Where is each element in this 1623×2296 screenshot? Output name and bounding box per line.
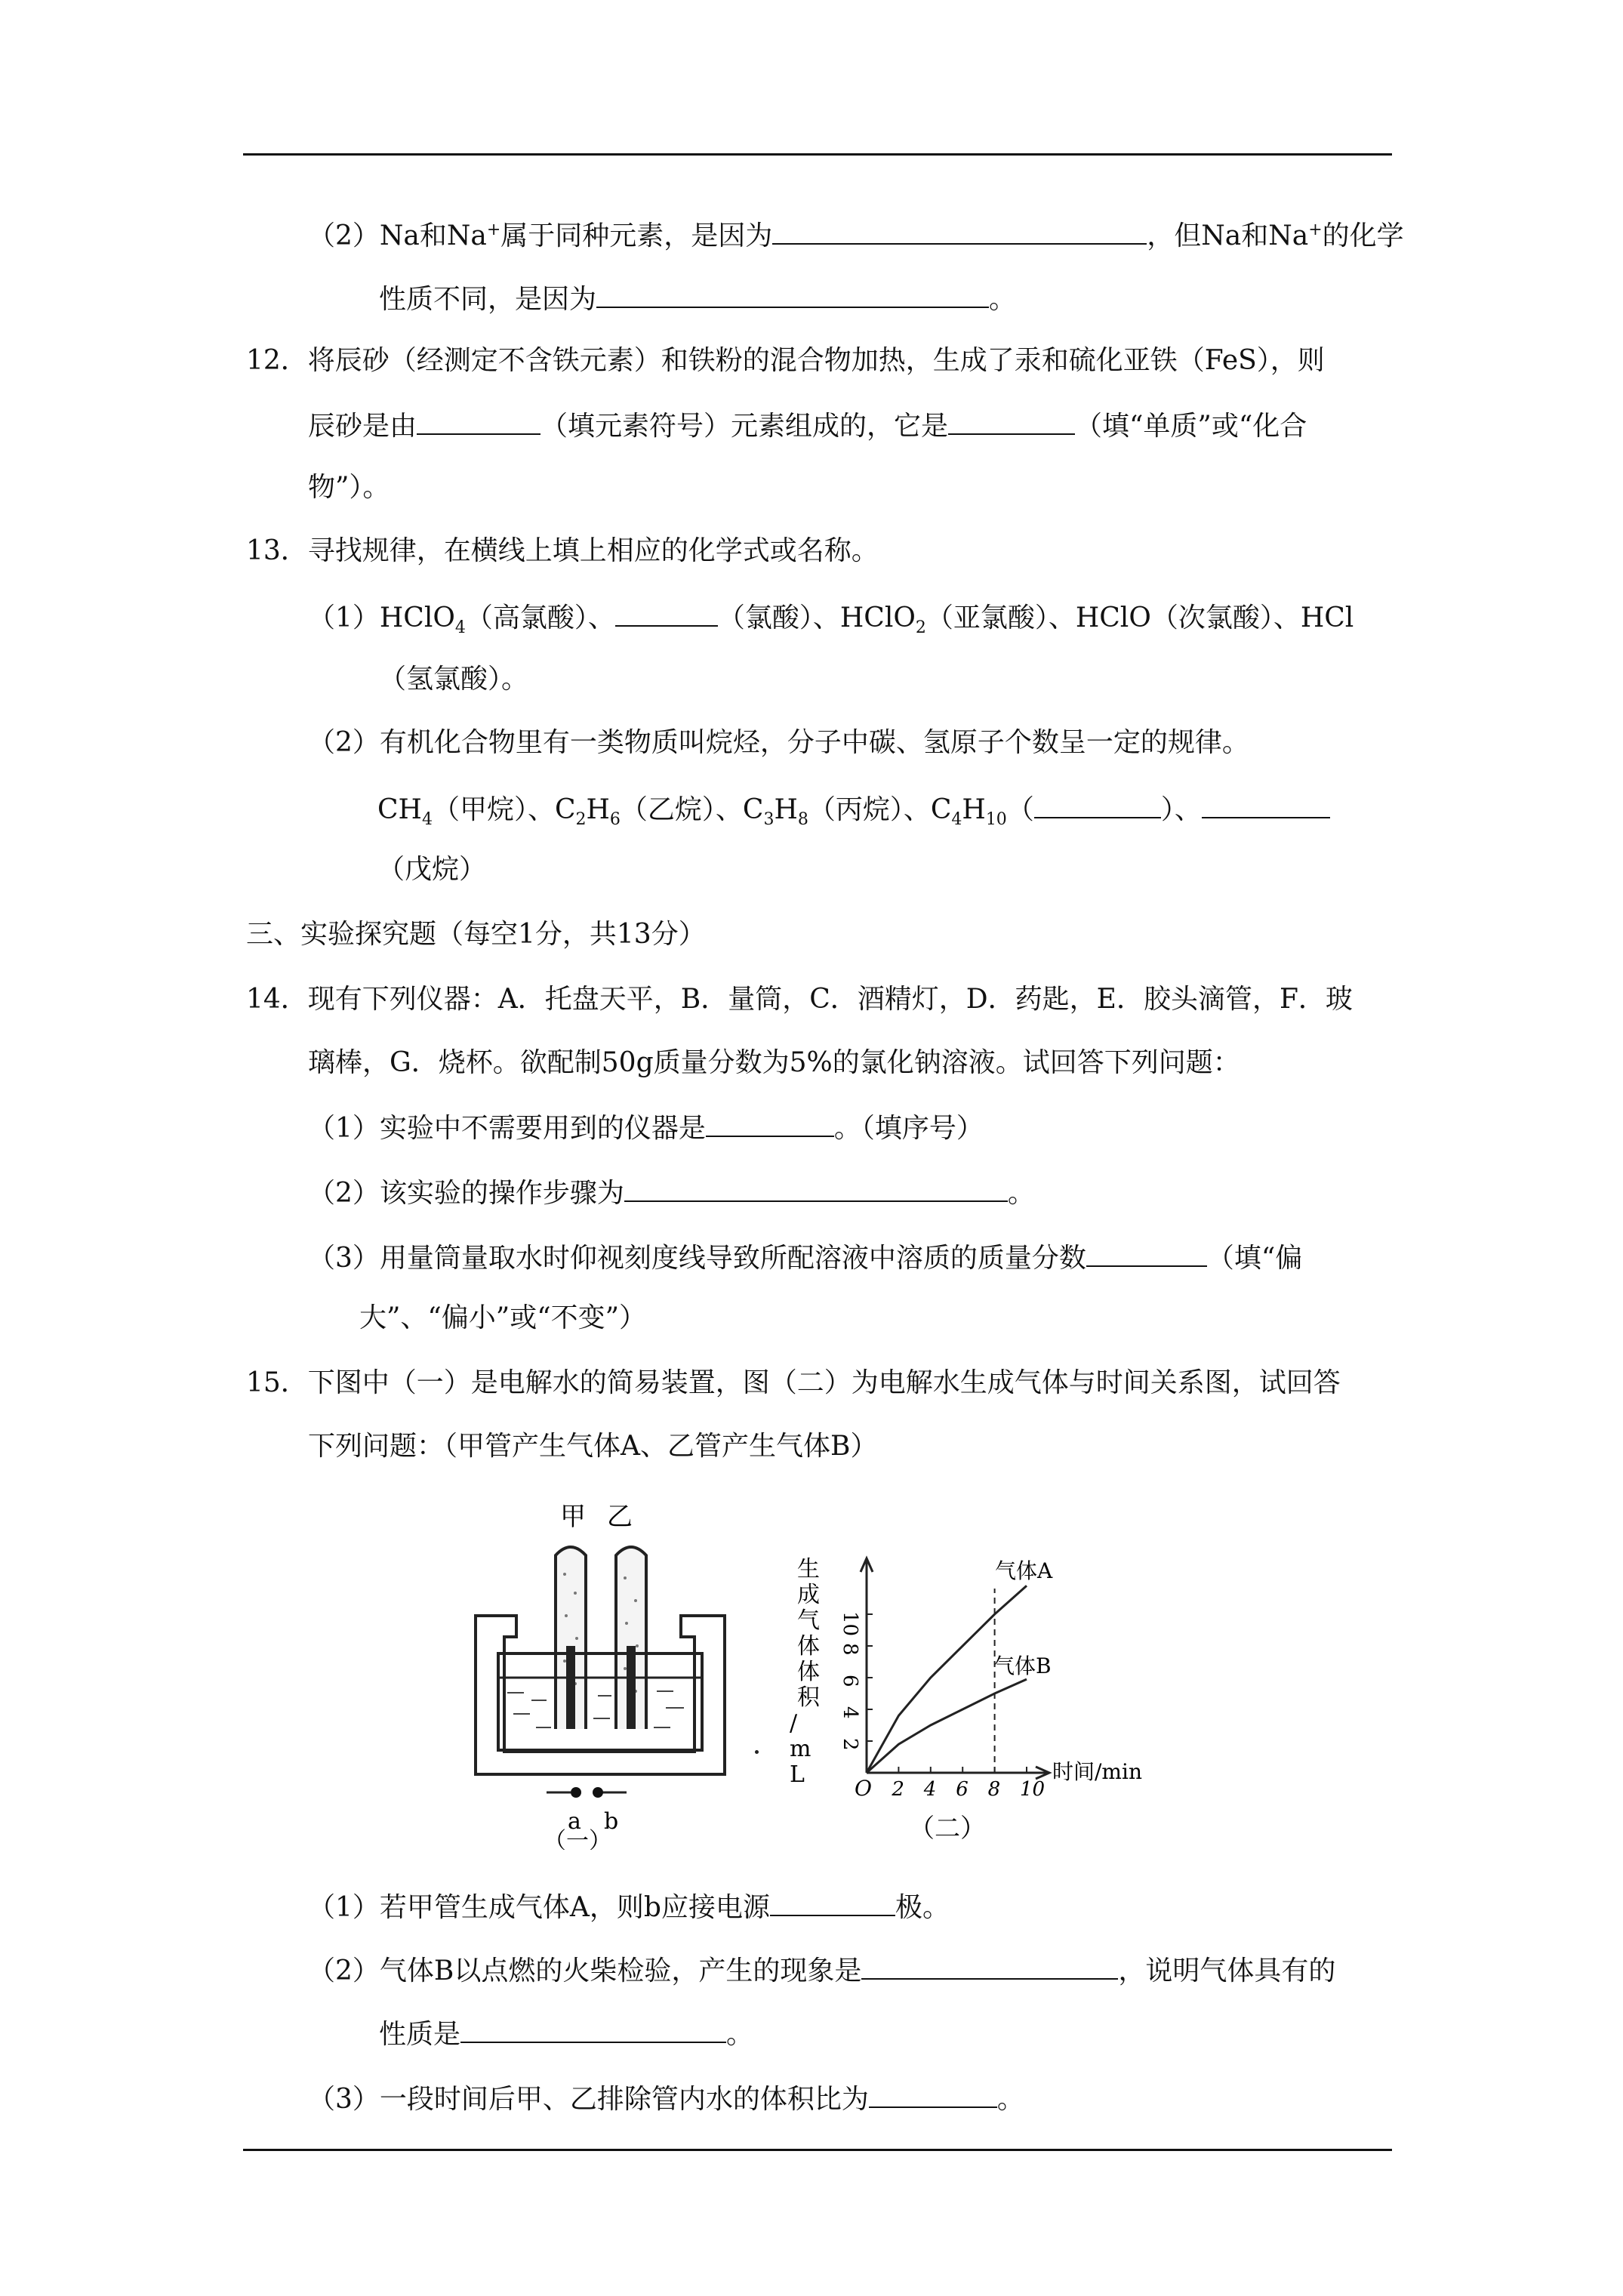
- subscript: 3: [763, 810, 775, 830]
- q13-part2-line3: [377, 853, 486, 886]
- q12-text: 辰砂是由: [308, 411, 417, 442]
- formula-text: CH: [377, 794, 422, 825]
- terminal-b: [593, 1787, 603, 1798]
- chart-y-tick-label: 6: [839, 1675, 861, 1687]
- formula-text: H: [586, 794, 610, 825]
- q14-text: 14．现有下列仪器：A．托盘天平，B．量筒，C．酒精灯，D．药匙，E．胶头滴管，F．玻: [246, 984, 1353, 1015]
- chart-ylabel-char: m: [790, 1736, 812, 1762]
- chart-y-tick-label: 10: [839, 1611, 861, 1637]
- q12-text: 12．将辰砂（经测定不含铁元素）和铁粉的混合物加热，生成了汞和硫化亚铁（FeS），则: [246, 345, 1325, 376]
- formula-text: ）、: [1160, 794, 1202, 825]
- subscript: 4: [951, 810, 962, 830]
- q15-text: 15．下图中（一）是电解水的简易装置，图（二）为电解水生成气体与时间关系图，试回答: [246, 1367, 1341, 1398]
- q15-text: 。: [996, 2084, 1024, 2115]
- chart-ylabel-char: /: [790, 1710, 798, 1737]
- chart-ylabel-char: 气: [797, 1607, 820, 1634]
- answer-blank[interactable]: [417, 408, 540, 435]
- answer-blank[interactable]: [596, 281, 989, 308]
- chart-ylabel-char: 体: [797, 1633, 820, 1660]
- answer-blank[interactable]: [861, 1952, 1118, 1980]
- q15-text: 极。: [895, 1892, 950, 1923]
- formula-text: （乙烷）、C: [620, 794, 764, 825]
- q13-part2-line1: [308, 726, 1249, 760]
- chart-y-tick-label: 2: [839, 1738, 861, 1751]
- formula-text: （甲烷）、C: [432, 794, 576, 825]
- separator-dot: [755, 1750, 759, 1754]
- chart-x-tick-label: 10: [1020, 1778, 1046, 1801]
- chart-series-line: [867, 1679, 1027, 1773]
- q13-text: （亚氯酸）、HClO（次氯酸）、HCl: [925, 603, 1354, 633]
- q13-text: （1）HClO: [308, 603, 455, 633]
- section-title: 三、实验探究题（每空1分，共13分）: [246, 919, 706, 950]
- q15-sub3: [308, 2081, 1024, 2116]
- subscript: 4: [454, 618, 466, 638]
- chart-x-tick-label: 4: [923, 1778, 937, 1801]
- chart-series-label: 气体B: [993, 1653, 1052, 1679]
- q13-text: （氯酸）、HClO: [717, 603, 916, 633]
- chart-ylabel-char: 积: [797, 1684, 820, 1711]
- q13-text: （高氯酸）、: [465, 603, 615, 633]
- q11-text-c: ，但Na和Na: [1147, 220, 1309, 251]
- q11-part2-line1: [308, 217, 1404, 253]
- q14-text: （1）实验中不需要用到的仪器是: [308, 1113, 706, 1144]
- subscript: 8: [797, 810, 808, 830]
- top-rule: [243, 153, 1392, 156]
- subscript: 4: [421, 810, 433, 830]
- q14-text: 。: [1007, 1178, 1035, 1209]
- tube-label-yi: 乙: [607, 1502, 633, 1532]
- q12-line1: [246, 344, 1325, 378]
- q14-text: （3）用量筒量取水时仰视刻度线导致所配溶液中溶质的质量分数: [308, 1243, 1086, 1274]
- q14-line1: [246, 983, 1353, 1016]
- q13-formula-line: [377, 791, 1330, 830]
- chart-x-tick-label: 6: [956, 1778, 969, 1801]
- q11-sup2: +: [1308, 220, 1323, 239]
- bottom-rule: [243, 2149, 1392, 2151]
- q15-text: 性质是: [379, 2019, 461, 2050]
- electrolysis-apparatus-figure: [468, 1502, 740, 1850]
- q15-text: （3）一段时间后甲、乙排除管内水的体积比为: [308, 2084, 869, 2115]
- q13-text: （氢氯酸）。: [379, 664, 529, 695]
- answer-blank[interactable]: [460, 2016, 726, 2043]
- q12-text: 物”）。: [308, 472, 390, 503]
- chart-ylabel: [790, 1556, 821, 1788]
- q14-sub3-line2: [359, 1302, 646, 1335]
- q15-line2: [308, 1430, 877, 1463]
- formula-text: （戊烷）: [377, 854, 487, 885]
- answer-blank[interactable]: [1034, 791, 1161, 818]
- electrode-right: [627, 1646, 636, 1729]
- q15-sub1: [308, 1889, 950, 1925]
- chart-y-tick-label: 4: [839, 1706, 861, 1719]
- q13-line1: [246, 535, 879, 568]
- q14-line2: [308, 1046, 1240, 1080]
- terminal-b-label: b: [604, 1808, 619, 1835]
- q15-text: 下列问题：（甲管产生气体A、乙管产生气体B）: [308, 1431, 878, 1462]
- terminal-a: [571, 1787, 581, 1798]
- q11-text-e: 性质不同，是因为: [379, 284, 597, 315]
- answer-blank[interactable]: [772, 217, 1147, 245]
- chart-ylabel-char: 生: [797, 1556, 820, 1583]
- electrode-left: [566, 1646, 575, 1729]
- q12-text: （填元素符号）元素组成的，它是: [540, 411, 949, 442]
- q14-text: （填“偏: [1206, 1243, 1303, 1274]
- answer-blank[interactable]: [706, 1110, 834, 1137]
- figure1-caption: （一）: [544, 1828, 611, 1850]
- answer-blank[interactable]: [1202, 791, 1330, 818]
- subscript: 2: [915, 618, 926, 638]
- chart-ylabel-char: 体: [797, 1659, 820, 1685]
- q11-text-a: （2）Na和Na: [308, 220, 487, 251]
- subscript: 2: [575, 810, 587, 830]
- water-trough: [498, 1653, 702, 1750]
- q11-text-f: 。: [989, 284, 1017, 315]
- q15-text: ，说明气体具有的: [1118, 1955, 1336, 1986]
- q15-line1: [246, 1367, 1341, 1400]
- formula-text: （: [1006, 794, 1034, 825]
- q11-text-b: 属于同种元素，是因为: [500, 220, 773, 251]
- chart-origin: O: [855, 1776, 872, 1801]
- q14-text: 大”、“偏小”或“不变”）: [359, 1302, 647, 1333]
- q14-text: 璃棒，G．烧杯。欲配制50g质量分数为5%的氯化钠溶液。试回答下列问题：: [308, 1047, 1240, 1078]
- q11-text-d: 的化学: [1322, 220, 1404, 251]
- answer-blank[interactable]: [948, 408, 1075, 435]
- q15-sub2: [308, 1952, 1335, 1988]
- q15-sub2-line2: [379, 2016, 753, 2051]
- q12-line2: [308, 408, 1307, 443]
- q15-text: （1）若甲管生成气体A，则b应接电源: [308, 1892, 770, 1923]
- q15-text: （2）气体B以点燃的火柴检验，产生的现象是: [308, 1955, 862, 1986]
- water-ripples: [507, 1691, 684, 1727]
- chart-ylabel-char: L: [790, 1761, 805, 1788]
- subscript: 10: [985, 810, 1007, 830]
- formula-text: H: [774, 794, 798, 825]
- q12-text: （填“单质”或“化合: [1075, 411, 1307, 442]
- q14-sub1: [308, 1110, 984, 1145]
- chart-x-tick-label: 8: [987, 1778, 1001, 1801]
- terminal-a-label: a: [568, 1808, 581, 1835]
- formula-text: （丙烷）、C: [808, 794, 952, 825]
- section-heading: [246, 918, 706, 951]
- chart-y-tick-label: 8: [839, 1643, 861, 1656]
- answer-blank[interactable]: [624, 1175, 1008, 1202]
- chart-series-line: [867, 1586, 1027, 1773]
- chart-caption: （二）: [909, 1814, 986, 1844]
- q13-part1-line1: [308, 599, 1354, 638]
- answer-blank[interactable]: [770, 1889, 895, 1916]
- answer-blank[interactable]: [1086, 1240, 1207, 1267]
- q13-part1-line2: [379, 663, 528, 696]
- q14-sub2: [308, 1175, 1035, 1210]
- subscript: 6: [609, 810, 621, 830]
- chart-x-tick-label: 2: [892, 1778, 904, 1801]
- answer-blank[interactable]: [869, 2081, 997, 2108]
- answer-blank[interactable]: [615, 599, 718, 627]
- q13-text: （2）有机化合物里有一类物质叫烷烃，分子中碳、氢原子个数呈一定的规律。: [308, 727, 1249, 758]
- q11-sup1: +: [486, 220, 501, 239]
- q15-text: 。: [726, 2019, 754, 2050]
- q14-text: 。（填序号）: [833, 1113, 984, 1144]
- q11-part2-line2: [379, 281, 1016, 316]
- chart-ylabel-char: 成: [797, 1582, 820, 1608]
- q13-text: 13．寻找规律，在横线上填上相应的化学式或名称。: [246, 535, 879, 566]
- chart-xlabel: 时间/min: [1052, 1759, 1142, 1784]
- q12-line3: [308, 471, 390, 504]
- q14-sub3: [308, 1240, 1302, 1275]
- gas-volume-chart: [785, 1546, 1178, 1856]
- formula-text: H: [962, 794, 986, 825]
- chart-series-label: 气体A: [995, 1558, 1053, 1584]
- q14-text: （2）该实验的操作步骤为: [308, 1178, 624, 1209]
- tube-label-jia: 甲: [560, 1502, 586, 1532]
